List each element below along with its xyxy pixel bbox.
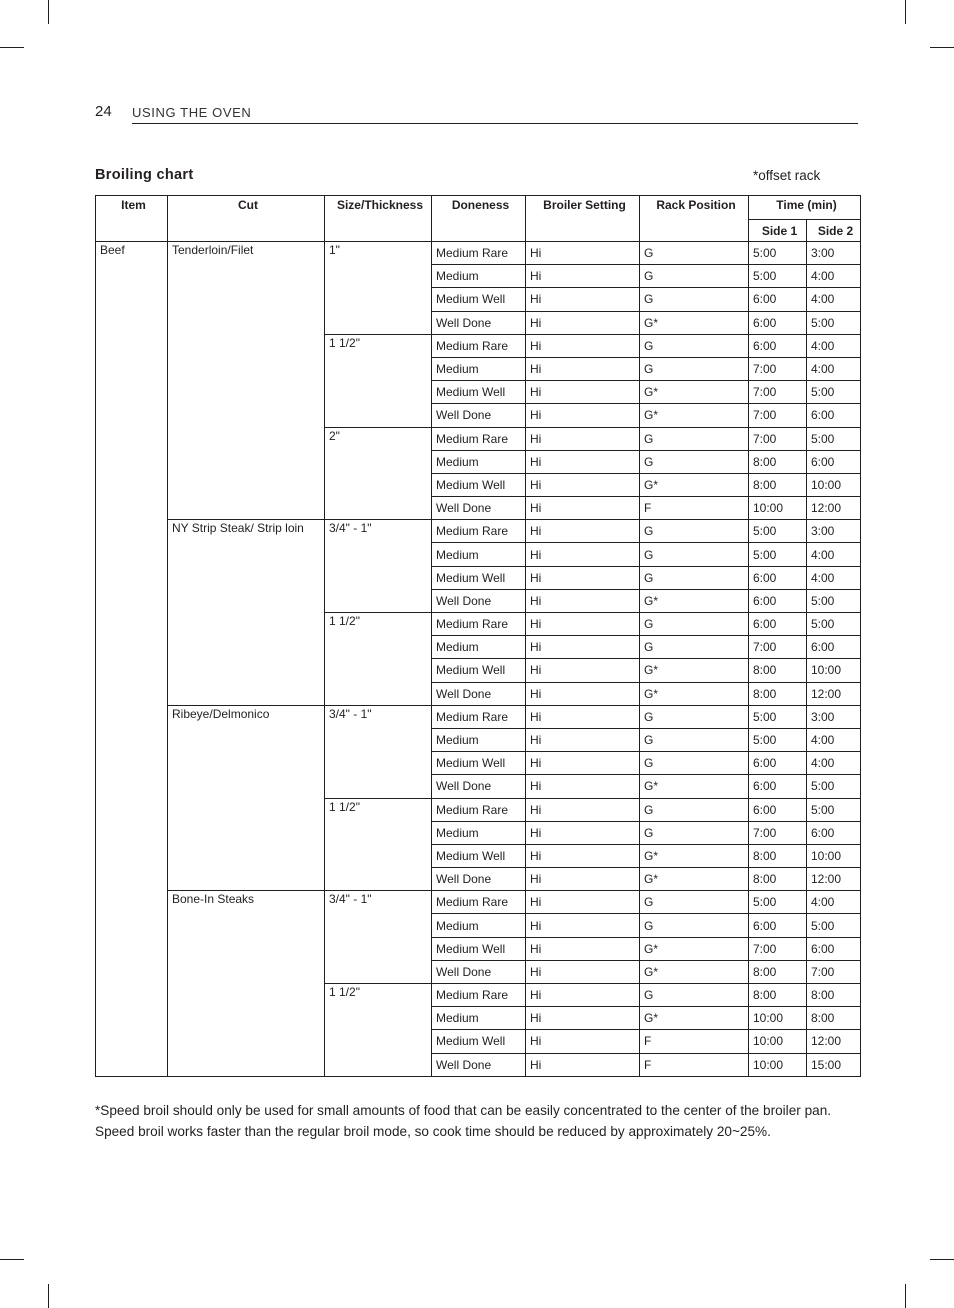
side-2-time-cell: 5:00 (807, 914, 861, 937)
doneness-cell: Medium (432, 728, 526, 751)
crop-mark (905, 0, 906, 24)
side-1-time-cell: 10:00 (749, 1030, 807, 1053)
broiler-setting-cell: Hi (526, 357, 640, 380)
doneness-cell: Medium Rare (432, 334, 526, 357)
doneness-cell: Medium Well (432, 844, 526, 867)
size-cell: 3/4" - 1" (325, 705, 432, 798)
rack-position-cell: G* (640, 682, 749, 705)
header-rule (132, 123, 858, 124)
side-1-time-cell: 5:00 (749, 242, 807, 265)
side-1-time-cell: 6:00 (749, 914, 807, 937)
broiler-setting-cell: Hi (526, 682, 640, 705)
side-2-time-cell: 4:00 (807, 891, 861, 914)
size-cell: 1" (325, 242, 432, 335)
broiler-setting-cell: Hi (526, 450, 640, 473)
rack-position-cell: G (640, 450, 749, 473)
side-2-time-cell: 10:00 (807, 473, 861, 496)
broiler-setting-cell: Hi (526, 821, 640, 844)
offset-rack-note: *offset rack (753, 168, 821, 183)
doneness-cell: Well Done (432, 868, 526, 891)
broiler-setting-cell: Hi (526, 265, 640, 288)
crop-mark (48, 1284, 49, 1308)
rack-position-cell: G (640, 636, 749, 659)
broiler-setting-cell: Hi (526, 497, 640, 520)
broiler-setting-cell: Hi (526, 891, 640, 914)
rack-position-cell: G* (640, 937, 749, 960)
header-item: Item (96, 196, 168, 242)
side-2-time-cell: 3:00 (807, 242, 861, 265)
broiler-setting-cell: Hi (526, 868, 640, 891)
rack-position-cell: G (640, 288, 749, 311)
side-2-time-cell: 6:00 (807, 450, 861, 473)
rack-position-cell: G (640, 821, 749, 844)
doneness-cell: Medium Rare (432, 242, 526, 265)
doneness-cell: Medium Well (432, 381, 526, 404)
side-2-time-cell: 6:00 (807, 636, 861, 659)
doneness-cell: Medium (432, 914, 526, 937)
rack-position-cell: G* (640, 311, 749, 334)
broiler-setting-cell: Hi (526, 937, 640, 960)
side-1-time-cell: 6:00 (749, 752, 807, 775)
broiler-setting-cell: Hi (526, 288, 640, 311)
side-1-time-cell: 7:00 (749, 937, 807, 960)
side-2-time-cell: 12:00 (807, 682, 861, 705)
rack-position-cell: G (640, 752, 749, 775)
header-side-1: Side 1 (749, 220, 807, 242)
rack-position-cell: F (640, 1053, 749, 1076)
side-2-time-cell: 4:00 (807, 728, 861, 751)
doneness-cell: Well Done (432, 311, 526, 334)
side-1-time-cell: 6:00 (749, 566, 807, 589)
size-cell: 1 1/2" (325, 798, 432, 891)
rack-position-cell: G* (640, 404, 749, 427)
broiler-setting-cell: Hi (526, 984, 640, 1007)
side-2-time-cell: 8:00 (807, 1007, 861, 1030)
doneness-cell: Medium Well (432, 288, 526, 311)
side-1-time-cell: 7:00 (749, 427, 807, 450)
size-cell: 1 1/2" (325, 334, 432, 427)
side-1-time-cell: 10:00 (749, 1007, 807, 1030)
chart-title: Broiling chart (95, 167, 194, 183)
side-1-time-cell: 8:00 (749, 844, 807, 867)
rack-position-cell: G (640, 613, 749, 636)
crop-mark (905, 1284, 906, 1308)
rack-position-cell: G (640, 705, 749, 728)
rack-position-cell: G* (640, 960, 749, 983)
doneness-cell: Well Done (432, 960, 526, 983)
crop-mark (48, 0, 49, 24)
side-2-time-cell: 5:00 (807, 381, 861, 404)
broiler-setting-cell: Hi (526, 404, 640, 427)
doneness-cell: Medium (432, 543, 526, 566)
side-2-time-cell: 5:00 (807, 798, 861, 821)
rack-position-cell: G (640, 984, 749, 1007)
rack-position-cell: F (640, 1030, 749, 1053)
side-1-time-cell: 8:00 (749, 659, 807, 682)
side-2-time-cell: 5:00 (807, 775, 861, 798)
doneness-cell: Medium Well (432, 473, 526, 496)
broiler-setting-cell: Hi (526, 1030, 640, 1053)
rack-position-cell: G (640, 798, 749, 821)
rack-position-cell: G (640, 357, 749, 380)
rack-position-cell: G (640, 427, 749, 450)
doneness-cell: Medium Well (432, 1030, 526, 1053)
side-1-time-cell: 6:00 (749, 311, 807, 334)
doneness-cell: Medium Rare (432, 427, 526, 450)
rack-position-cell: G (640, 914, 749, 937)
side-2-time-cell: 6:00 (807, 404, 861, 427)
rack-position-cell: G (640, 891, 749, 914)
header-time: Time (min) (749, 196, 861, 220)
side-1-time-cell: 6:00 (749, 334, 807, 357)
doneness-cell: Well Done (432, 682, 526, 705)
rack-position-cell: G* (640, 844, 749, 867)
doneness-cell: Well Done (432, 497, 526, 520)
cut-cell: Tenderloin/Filet (168, 242, 325, 520)
crop-mark (0, 47, 24, 48)
side-2-time-cell: 6:00 (807, 821, 861, 844)
doneness-cell: Medium Rare (432, 891, 526, 914)
doneness-cell: Medium Well (432, 566, 526, 589)
rack-position-cell: G* (640, 659, 749, 682)
side-1-time-cell: 5:00 (749, 705, 807, 728)
header-broiler-setting: Broiler Setting (526, 196, 640, 242)
size-cell: 2" (325, 427, 432, 520)
doneness-cell: Medium Well (432, 659, 526, 682)
side-2-time-cell: 5:00 (807, 427, 861, 450)
side-1-time-cell: 8:00 (749, 868, 807, 891)
table-row (96, 705, 861, 728)
size-cell: 1 1/2" (325, 613, 432, 706)
broiler-setting-cell: Hi (526, 520, 640, 543)
header-rack-position: Rack Position (640, 196, 749, 242)
broiler-setting-cell: Hi (526, 566, 640, 589)
doneness-cell: Well Done (432, 775, 526, 798)
doneness-cell: Medium (432, 265, 526, 288)
doneness-cell: Medium Rare (432, 705, 526, 728)
broiling-table (95, 195, 861, 1077)
side-2-time-cell: 4:00 (807, 265, 861, 288)
side-1-time-cell: 6:00 (749, 613, 807, 636)
header-cut: Cut (168, 196, 325, 242)
broiler-setting-cell: Hi (526, 659, 640, 682)
rack-position-cell: G (640, 265, 749, 288)
rack-position-cell: G (640, 543, 749, 566)
side-1-time-cell: 8:00 (749, 473, 807, 496)
side-1-time-cell: 8:00 (749, 984, 807, 1007)
side-1-time-cell: 7:00 (749, 636, 807, 659)
rack-position-cell: G* (640, 775, 749, 798)
side-2-time-cell: 3:00 (807, 520, 861, 543)
doneness-cell: Medium (432, 357, 526, 380)
broiler-setting-cell: Hi (526, 775, 640, 798)
footnote-line-2: Speed broil works faster than the regular broil mode, so cook time should be reduced by approximately 20~25%. (95, 1124, 771, 1139)
crop-mark (930, 1259, 954, 1260)
doneness-cell: Medium (432, 636, 526, 659)
rack-position-cell: G (640, 566, 749, 589)
rack-position-cell: G* (640, 1007, 749, 1030)
doneness-cell: Medium Well (432, 937, 526, 960)
side-2-time-cell: 4:00 (807, 288, 861, 311)
rack-position-cell: G (640, 520, 749, 543)
doneness-cell: Medium Rare (432, 798, 526, 821)
side-2-time-cell: 10:00 (807, 659, 861, 682)
size-cell: 1 1/2" (325, 984, 432, 1077)
footnote (95, 1100, 865, 1142)
size-cell: 3/4" - 1" (325, 520, 432, 613)
broiler-setting-cell: Hi (526, 1053, 640, 1076)
side-1-time-cell: 6:00 (749, 288, 807, 311)
side-1-time-cell: 5:00 (749, 543, 807, 566)
rack-position-cell: G* (640, 381, 749, 404)
side-1-time-cell: 6:00 (749, 798, 807, 821)
side-1-time-cell: 10:00 (749, 1053, 807, 1076)
doneness-cell: Medium Rare (432, 984, 526, 1007)
rack-position-cell: G* (640, 473, 749, 496)
side-2-time-cell: 15:00 (807, 1053, 861, 1076)
side-1-time-cell: 5:00 (749, 265, 807, 288)
side-1-time-cell: 7:00 (749, 357, 807, 380)
side-2-time-cell: 8:00 (807, 984, 861, 1007)
side-2-time-cell: 12:00 (807, 497, 861, 520)
side-2-time-cell: 3:00 (807, 705, 861, 728)
side-1-time-cell: 10:00 (749, 497, 807, 520)
broiler-setting-cell: Hi (526, 334, 640, 357)
broiler-setting-cell: Hi (526, 705, 640, 728)
side-2-time-cell: 6:00 (807, 937, 861, 960)
side-1-time-cell: 7:00 (749, 821, 807, 844)
side-1-time-cell: 5:00 (749, 520, 807, 543)
rack-position-cell: G (640, 242, 749, 265)
doneness-cell: Medium Rare (432, 520, 526, 543)
side-1-time-cell: 6:00 (749, 589, 807, 612)
cut-cell: Bone-In Steaks (168, 891, 325, 1077)
side-2-time-cell: 4:00 (807, 566, 861, 589)
broiler-setting-cell: Hi (526, 752, 640, 775)
rack-position-cell: G (640, 334, 749, 357)
side-2-time-cell: 12:00 (807, 868, 861, 891)
side-1-time-cell: 5:00 (749, 891, 807, 914)
doneness-cell: Medium (432, 1007, 526, 1030)
doneness-cell: Well Done (432, 1053, 526, 1076)
crop-mark (930, 47, 954, 48)
table-row (96, 891, 861, 914)
broiler-setting-cell: Hi (526, 381, 640, 404)
side-2-time-cell: 4:00 (807, 357, 861, 380)
cut-cell: NY Strip Steak/ Strip loin (168, 520, 325, 706)
broiler-setting-cell: Hi (526, 636, 640, 659)
side-1-time-cell: 7:00 (749, 404, 807, 427)
header-side-2: Side 2 (807, 220, 861, 242)
broiler-setting-cell: Hi (526, 543, 640, 566)
doneness-cell: Medium (432, 821, 526, 844)
side-2-time-cell: 5:00 (807, 589, 861, 612)
side-2-time-cell: 4:00 (807, 543, 861, 566)
broiler-setting-cell: Hi (526, 613, 640, 636)
header-size: Size/Thickness (325, 196, 432, 242)
table-row (96, 520, 861, 543)
rack-position-cell: G* (640, 589, 749, 612)
side-2-time-cell: 10:00 (807, 844, 861, 867)
table-row (96, 242, 861, 265)
broiler-setting-cell: Hi (526, 427, 640, 450)
side-1-time-cell: 8:00 (749, 682, 807, 705)
header-doneness: Doneness (432, 196, 526, 242)
cut-cell: Ribeye/Delmonico (168, 705, 325, 891)
item-cell: Beef (96, 242, 168, 1077)
rack-position-cell: F (640, 497, 749, 520)
broiler-setting-cell: Hi (526, 311, 640, 334)
side-1-time-cell: 6:00 (749, 775, 807, 798)
doneness-cell: Medium Rare (432, 613, 526, 636)
doneness-cell: Well Done (432, 589, 526, 612)
page-number: 24 (95, 103, 112, 120)
side-1-time-cell: 8:00 (749, 450, 807, 473)
footnote-line-1: *Speed broil should only be used for small amounts of food that can be easily concentrated to the center of the broiler pan. (95, 1103, 832, 1118)
side-2-time-cell: 4:00 (807, 334, 861, 357)
broiler-setting-cell: Hi (526, 960, 640, 983)
rack-position-cell: G* (640, 868, 749, 891)
broiler-setting-cell: Hi (526, 589, 640, 612)
section-title: USING THE OVEN (132, 105, 252, 120)
side-2-time-cell: 4:00 (807, 752, 861, 775)
side-2-time-cell: 7:00 (807, 960, 861, 983)
side-1-time-cell: 8:00 (749, 960, 807, 983)
broiler-setting-cell: Hi (526, 728, 640, 751)
side-2-time-cell: 12:00 (807, 1030, 861, 1053)
side-1-time-cell: 5:00 (749, 728, 807, 751)
side-2-time-cell: 5:00 (807, 311, 861, 334)
doneness-cell: Well Done (432, 404, 526, 427)
broiler-setting-cell: Hi (526, 242, 640, 265)
broiler-setting-cell: Hi (526, 914, 640, 937)
side-2-time-cell: 5:00 (807, 613, 861, 636)
side-1-time-cell: 7:00 (749, 381, 807, 404)
rack-position-cell: G (640, 728, 749, 751)
size-cell: 3/4" - 1" (325, 891, 432, 984)
doneness-cell: Medium Well (432, 752, 526, 775)
broiler-setting-cell: Hi (526, 1007, 640, 1030)
doneness-cell: Medium (432, 450, 526, 473)
broiler-setting-cell: Hi (526, 473, 640, 496)
broiler-setting-cell: Hi (526, 844, 640, 867)
broiler-setting-cell: Hi (526, 798, 640, 821)
crop-mark (0, 1259, 24, 1260)
